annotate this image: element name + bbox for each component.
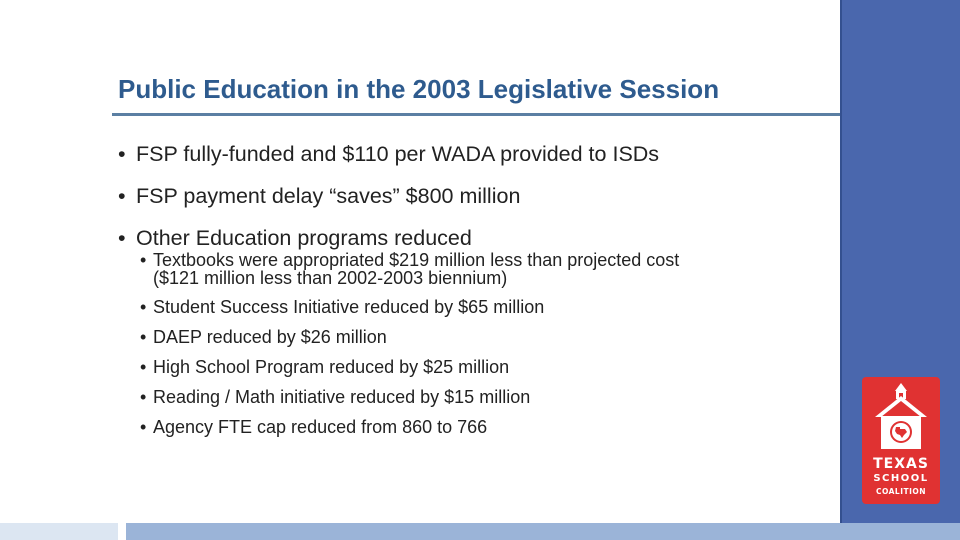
bullet-dot: • xyxy=(118,226,126,250)
bullet-dot: • xyxy=(118,184,126,208)
sub-bullet-item: • Reading / Math initiative reduced by $15 million xyxy=(140,382,679,412)
bullet-dot: • xyxy=(140,387,147,407)
logo-line-school: SCHOOL xyxy=(873,473,929,484)
logo-line-texas: TEXAS xyxy=(873,456,929,472)
sub-bullet-item: • Student Success Initiative reduced by $65 million xyxy=(140,292,679,322)
sub-bullet-item: • Textbooks were appropriated $219 million less than projected cost ($121 million less than 2002-2003 biennium) xyxy=(140,250,680,288)
bullet-dot: • xyxy=(140,250,147,270)
logo-line-coalition: COALITION xyxy=(875,487,927,496)
schoolhouse-icon xyxy=(862,377,940,457)
sub-bullet-item: • DAEP reduced by $26 million xyxy=(140,322,679,352)
sub-bullet-item: • High School Program reduced by $25 million xyxy=(140,352,679,382)
slide-title: Public Education in the 2003 Legislative Session xyxy=(118,74,720,104)
bullet-item: • Other Education programs reduced xyxy=(118,217,659,259)
bullet-dot: • xyxy=(118,142,126,166)
bullet-dot: • xyxy=(140,297,147,317)
footer-bar-right xyxy=(126,523,960,540)
sub-bullet-list xyxy=(140,248,679,442)
title-underline xyxy=(112,113,842,116)
main-bullet-list xyxy=(118,133,659,259)
bullet-item: • FSP payment delay “saves” $800 million xyxy=(118,175,659,217)
texas-school-coalition-logo xyxy=(862,377,940,504)
bullet-dot: • xyxy=(140,417,147,437)
sub-bullet-item: • Agency FTE cap reduced from 860 to 766 xyxy=(140,412,679,442)
bullet-dot: • xyxy=(140,357,147,377)
bullet-dot: • xyxy=(140,327,147,347)
bullet-item: • FSP fully-funded and $110 per WADA provided to ISDs xyxy=(118,133,659,175)
footer-bar-left xyxy=(0,523,118,540)
